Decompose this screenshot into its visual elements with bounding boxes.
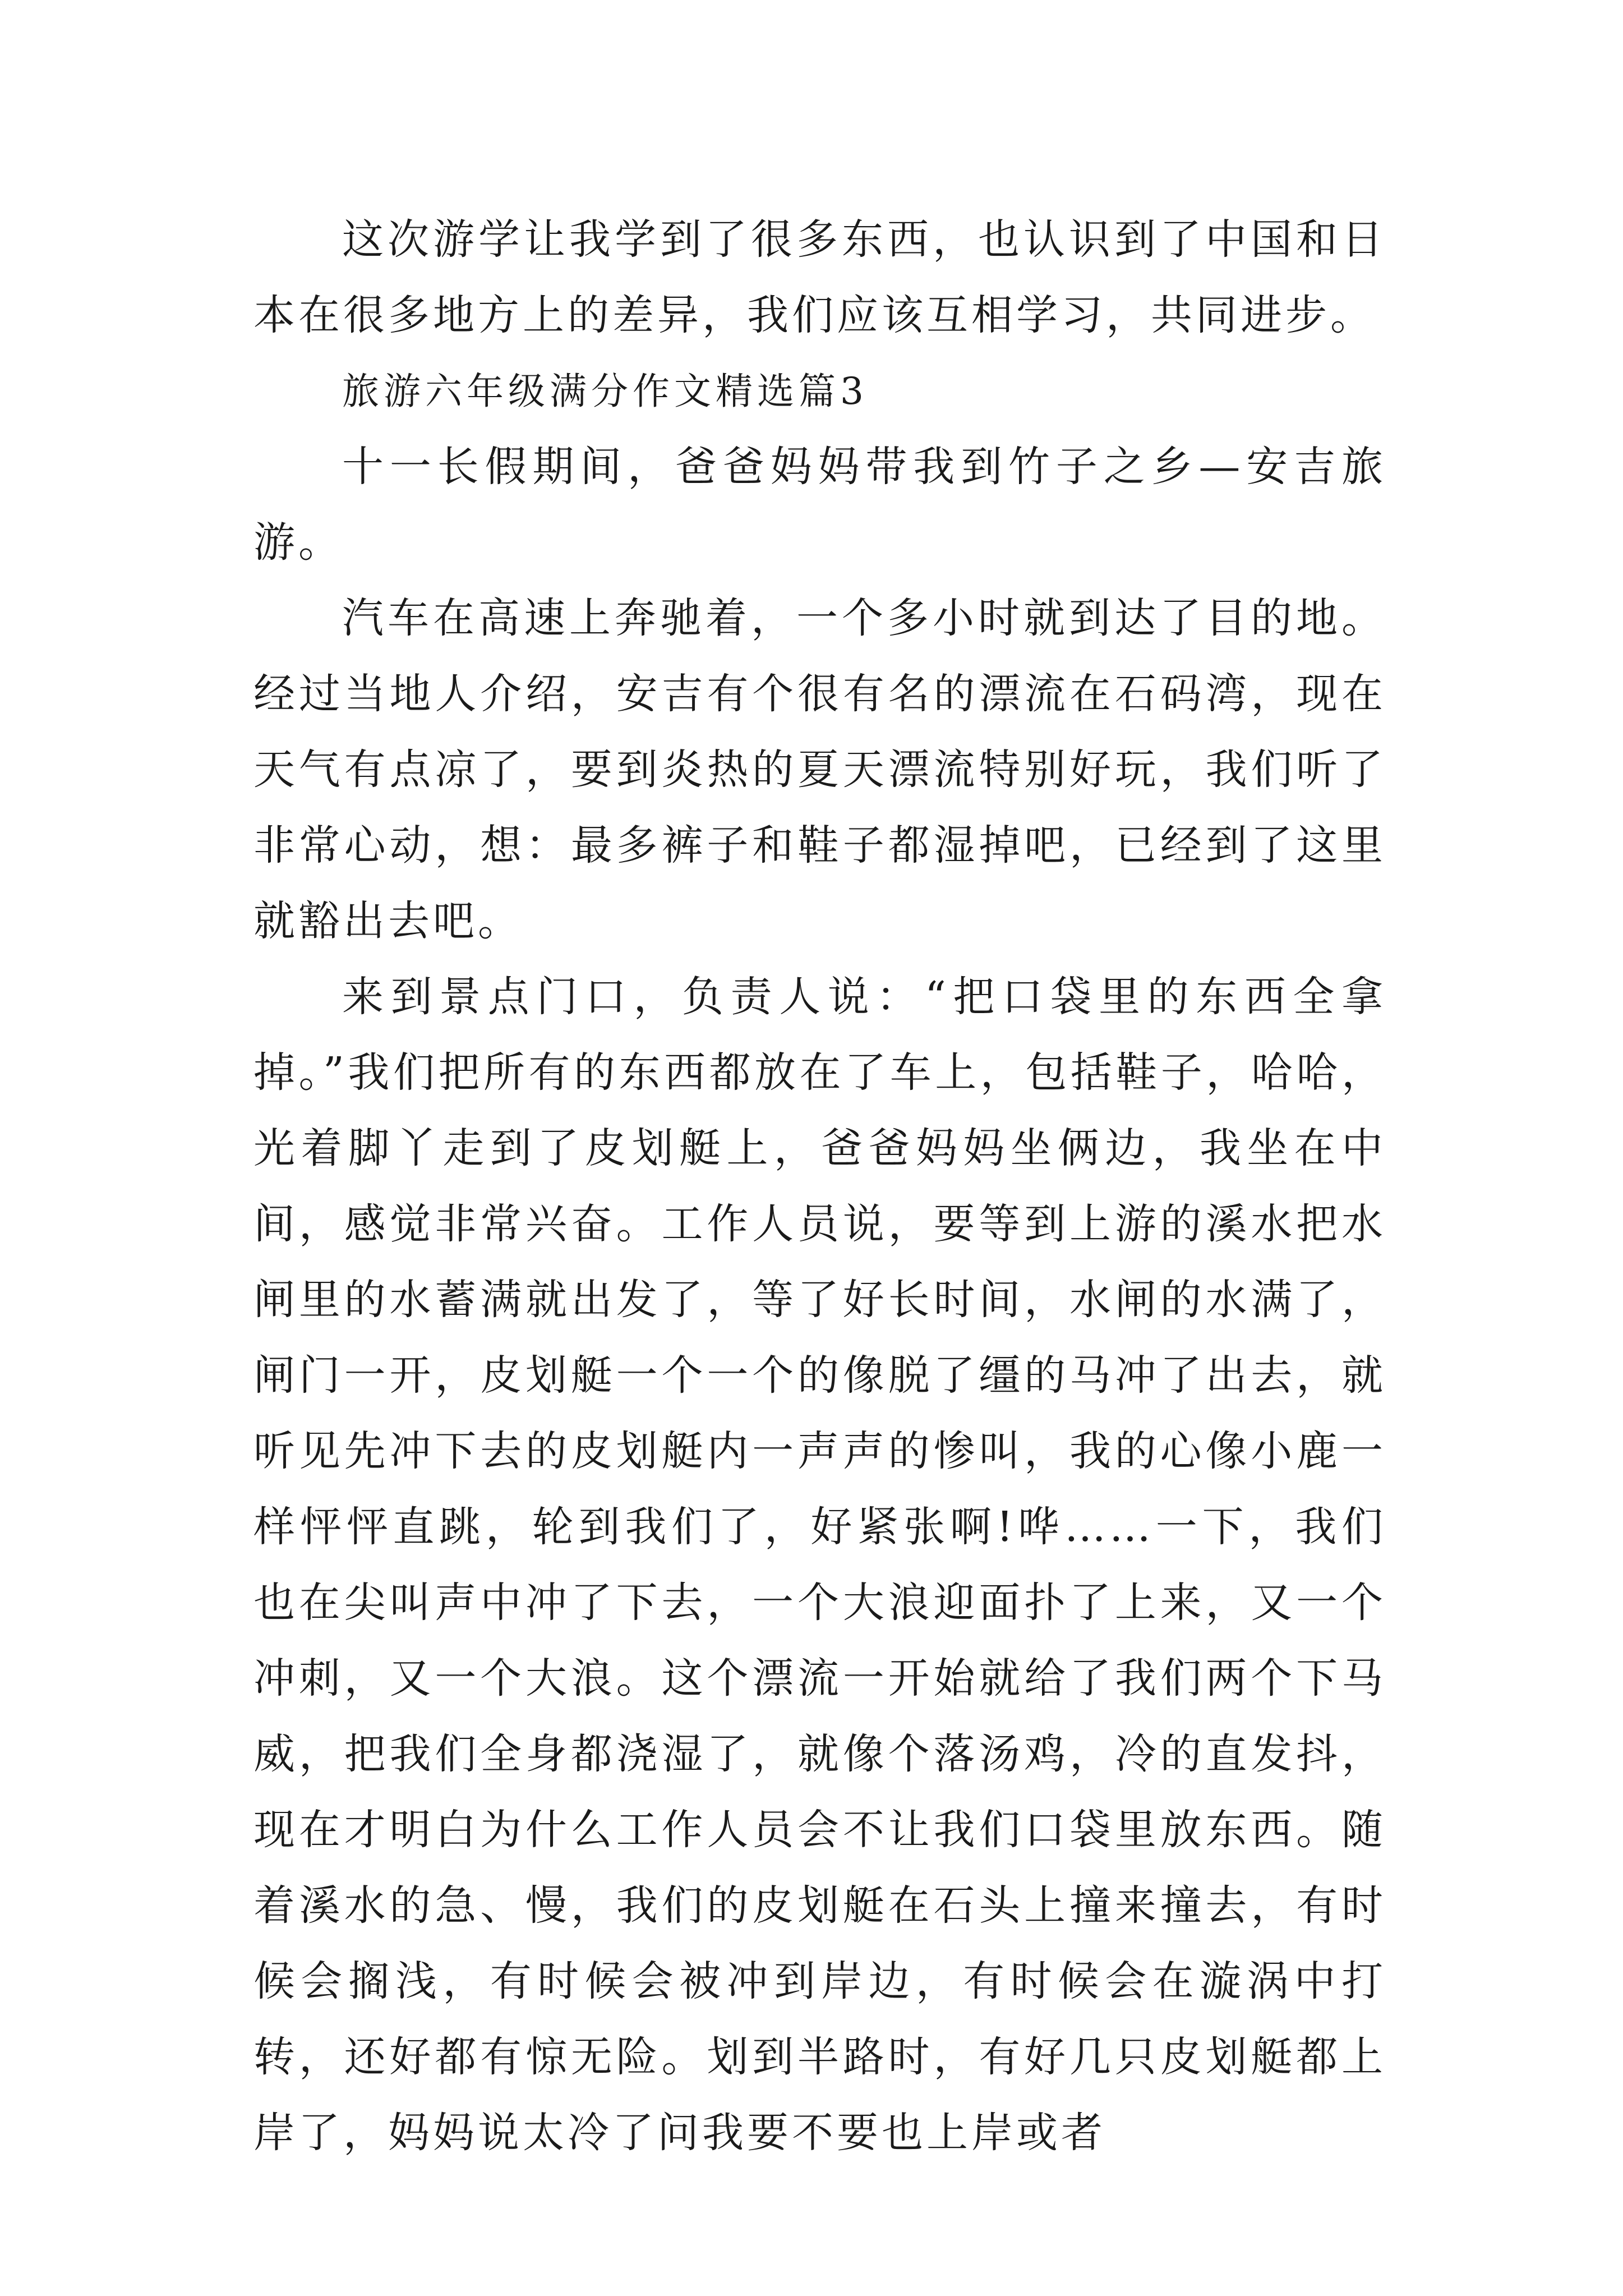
- paragraph-rafting: 来到景点门口，负责人说：“把口袋里的东西全拿掉。”我们把所有的东西都放在了车上，包括鞋子，哈哈，光着脚丫走到了皮划艇上，爸爸妈妈坐俩边，我坐在中间，感觉非常兴奋。工作人员说，要等到上游的溪水把水闸里的水蓄满就出发了，等了好长时间，水闸的水满了，闸门一开，皮划艇一个一个的像脱了缰的马冲了出去，就听见先冲下去的皮划艇内一声声的惨叫，我的心像小鹿一样怦怦直跳，轮到我们了，好紧张啊!哗……一下，我们也在尖叫声中冲了下去，一个大浪迎面扑了上来，又一个冲刺，又一个大浪。这个漂流一开始就给了我们两个下马威，把我们全身都浇湿了，就像个落汤鸡，冷的直发抖，现在才明白为什么工作人员会不让我们口袋里放东西。随着溪水的急、慢，我们的皮划艇在石头上撞来撞去，有时候会搁浅，有时候会被冲到岸边，有时候会在漩涡中打转，还好都有惊无险。划到半路时，有好几只皮划艇都上岸了，妈妈说太冷了问我要不要也上岸或者: [253, 973, 1386, 2157]
- paragraph-intro: 十一长假期间，爸爸妈妈带我到竹子之乡—安吉旅游。: [253, 443, 1386, 567]
- section-heading: 旅游六年级满分作文精选篇3: [342, 370, 868, 413]
- paragraph-arrival: 汽车在高速上奔驰着，一个多小时就到达了目的地。经过当地人介绍，安吉有个很有名的漂流在石码湾，现在天气有点凉了，要到炎热的夏天漂流特别好玩，我们听了非常心动，想：最多裤子和鞋子都湿掉吧，已经到了这里就豁出去吧。: [253, 594, 1386, 945]
- paragraph-closing: 这次游学让我学到了很多东西，也认识到了中国和日本在很多地方上的差异，我们应该互相学习，共同进步。: [253, 215, 1386, 339]
- document-body: [253, 202, 1386, 2171]
